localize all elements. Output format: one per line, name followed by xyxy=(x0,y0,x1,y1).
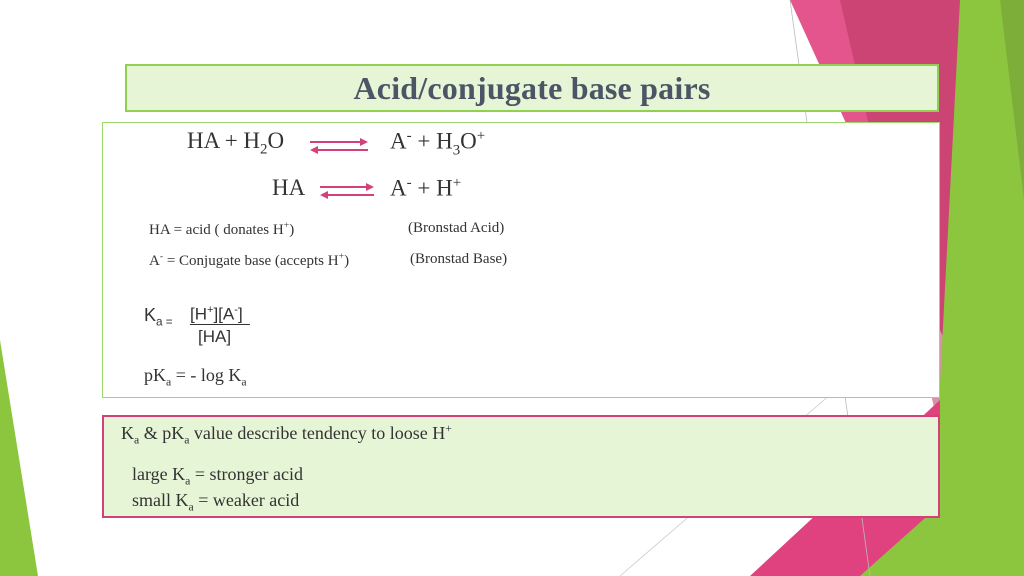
bronstad-base-note: (Bronstad Base) xyxy=(410,251,508,267)
equation-1-left: HA + $H_2O$ xyxy=(187,128,285,158)
equilibrium-arrows-1 xyxy=(308,137,370,155)
ka-numerator: [H+][A-] xyxy=(190,304,243,324)
ka-symbol: $K_{a =}$ xyxy=(144,305,173,329)
equation-1-right: $A^- + H_3O^+$ xyxy=(390,128,486,159)
ka-fraction-bar xyxy=(190,324,250,325)
acid-definition: HA = acid ( donates H+) xyxy=(149,220,295,238)
equation-2-left: HA xyxy=(272,175,306,200)
equilibrium-arrows-2 xyxy=(318,182,376,200)
summary-line-1: $K_a$ & $pK_a$ value describe tendency to loose H+ xyxy=(121,422,452,447)
pka-formula: $pK_a$ = - $\log K_a$ xyxy=(144,365,247,389)
ka-denominator: [HA] xyxy=(198,327,232,346)
slide-title: Acid/conjugate base pairs xyxy=(353,69,711,106)
base-definition: A- = Conjugate base (accepts H+) xyxy=(149,251,350,269)
summary-line-3: small $K_a$ = weaker acid xyxy=(132,490,300,514)
summary-line-2: large $K_a$ = stronger acid xyxy=(132,464,303,488)
equation-2-right: A- + H+ xyxy=(390,175,462,201)
left-green-triangle xyxy=(0,340,38,576)
title-box xyxy=(125,64,939,112)
bronstad-acid-note: (Bronstad Acid) xyxy=(408,220,505,236)
